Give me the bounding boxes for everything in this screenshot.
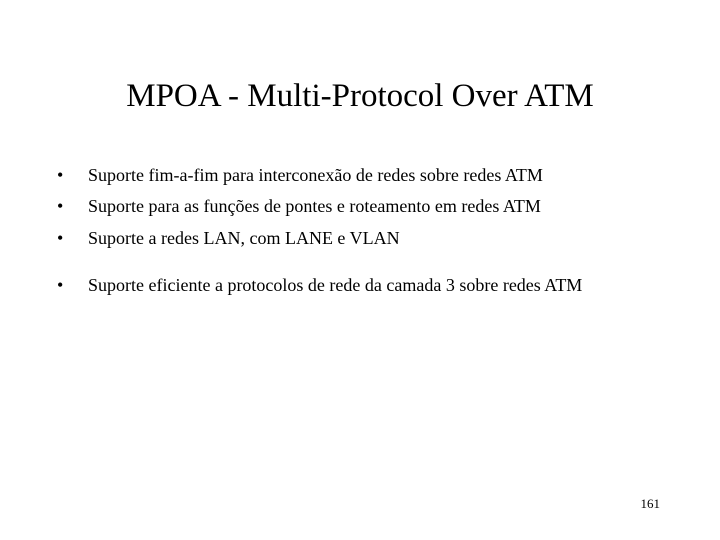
bullet-text: Suporte para as funções de pontes e roteamento em redes ATM — [88, 196, 541, 216]
bullet-text: Suporte a redes LAN, com LANE e VLAN — [88, 228, 400, 248]
bullet-item — [57, 162, 697, 188]
bullet-text: Suporte eficiente a protocolos de rede da camada 3 sobre redes ATM — [88, 275, 583, 295]
bullet-icon: • — [57, 196, 64, 216]
bullet-icon: • — [57, 165, 64, 185]
bullet-item — [57, 272, 697, 298]
page-number: 161 — [640, 496, 660, 511]
bullet-item — [57, 225, 697, 251]
bullet-item — [57, 193, 697, 219]
bullet-icon: • — [57, 228, 64, 248]
bullet-text: Suporte fim-a-fim para interconexão de redes sobre redes ATM — [88, 165, 543, 185]
slide-title: MPOA - Multi-Protocol Over ATM — [126, 78, 594, 114]
bullet-icon: • — [57, 275, 64, 295]
